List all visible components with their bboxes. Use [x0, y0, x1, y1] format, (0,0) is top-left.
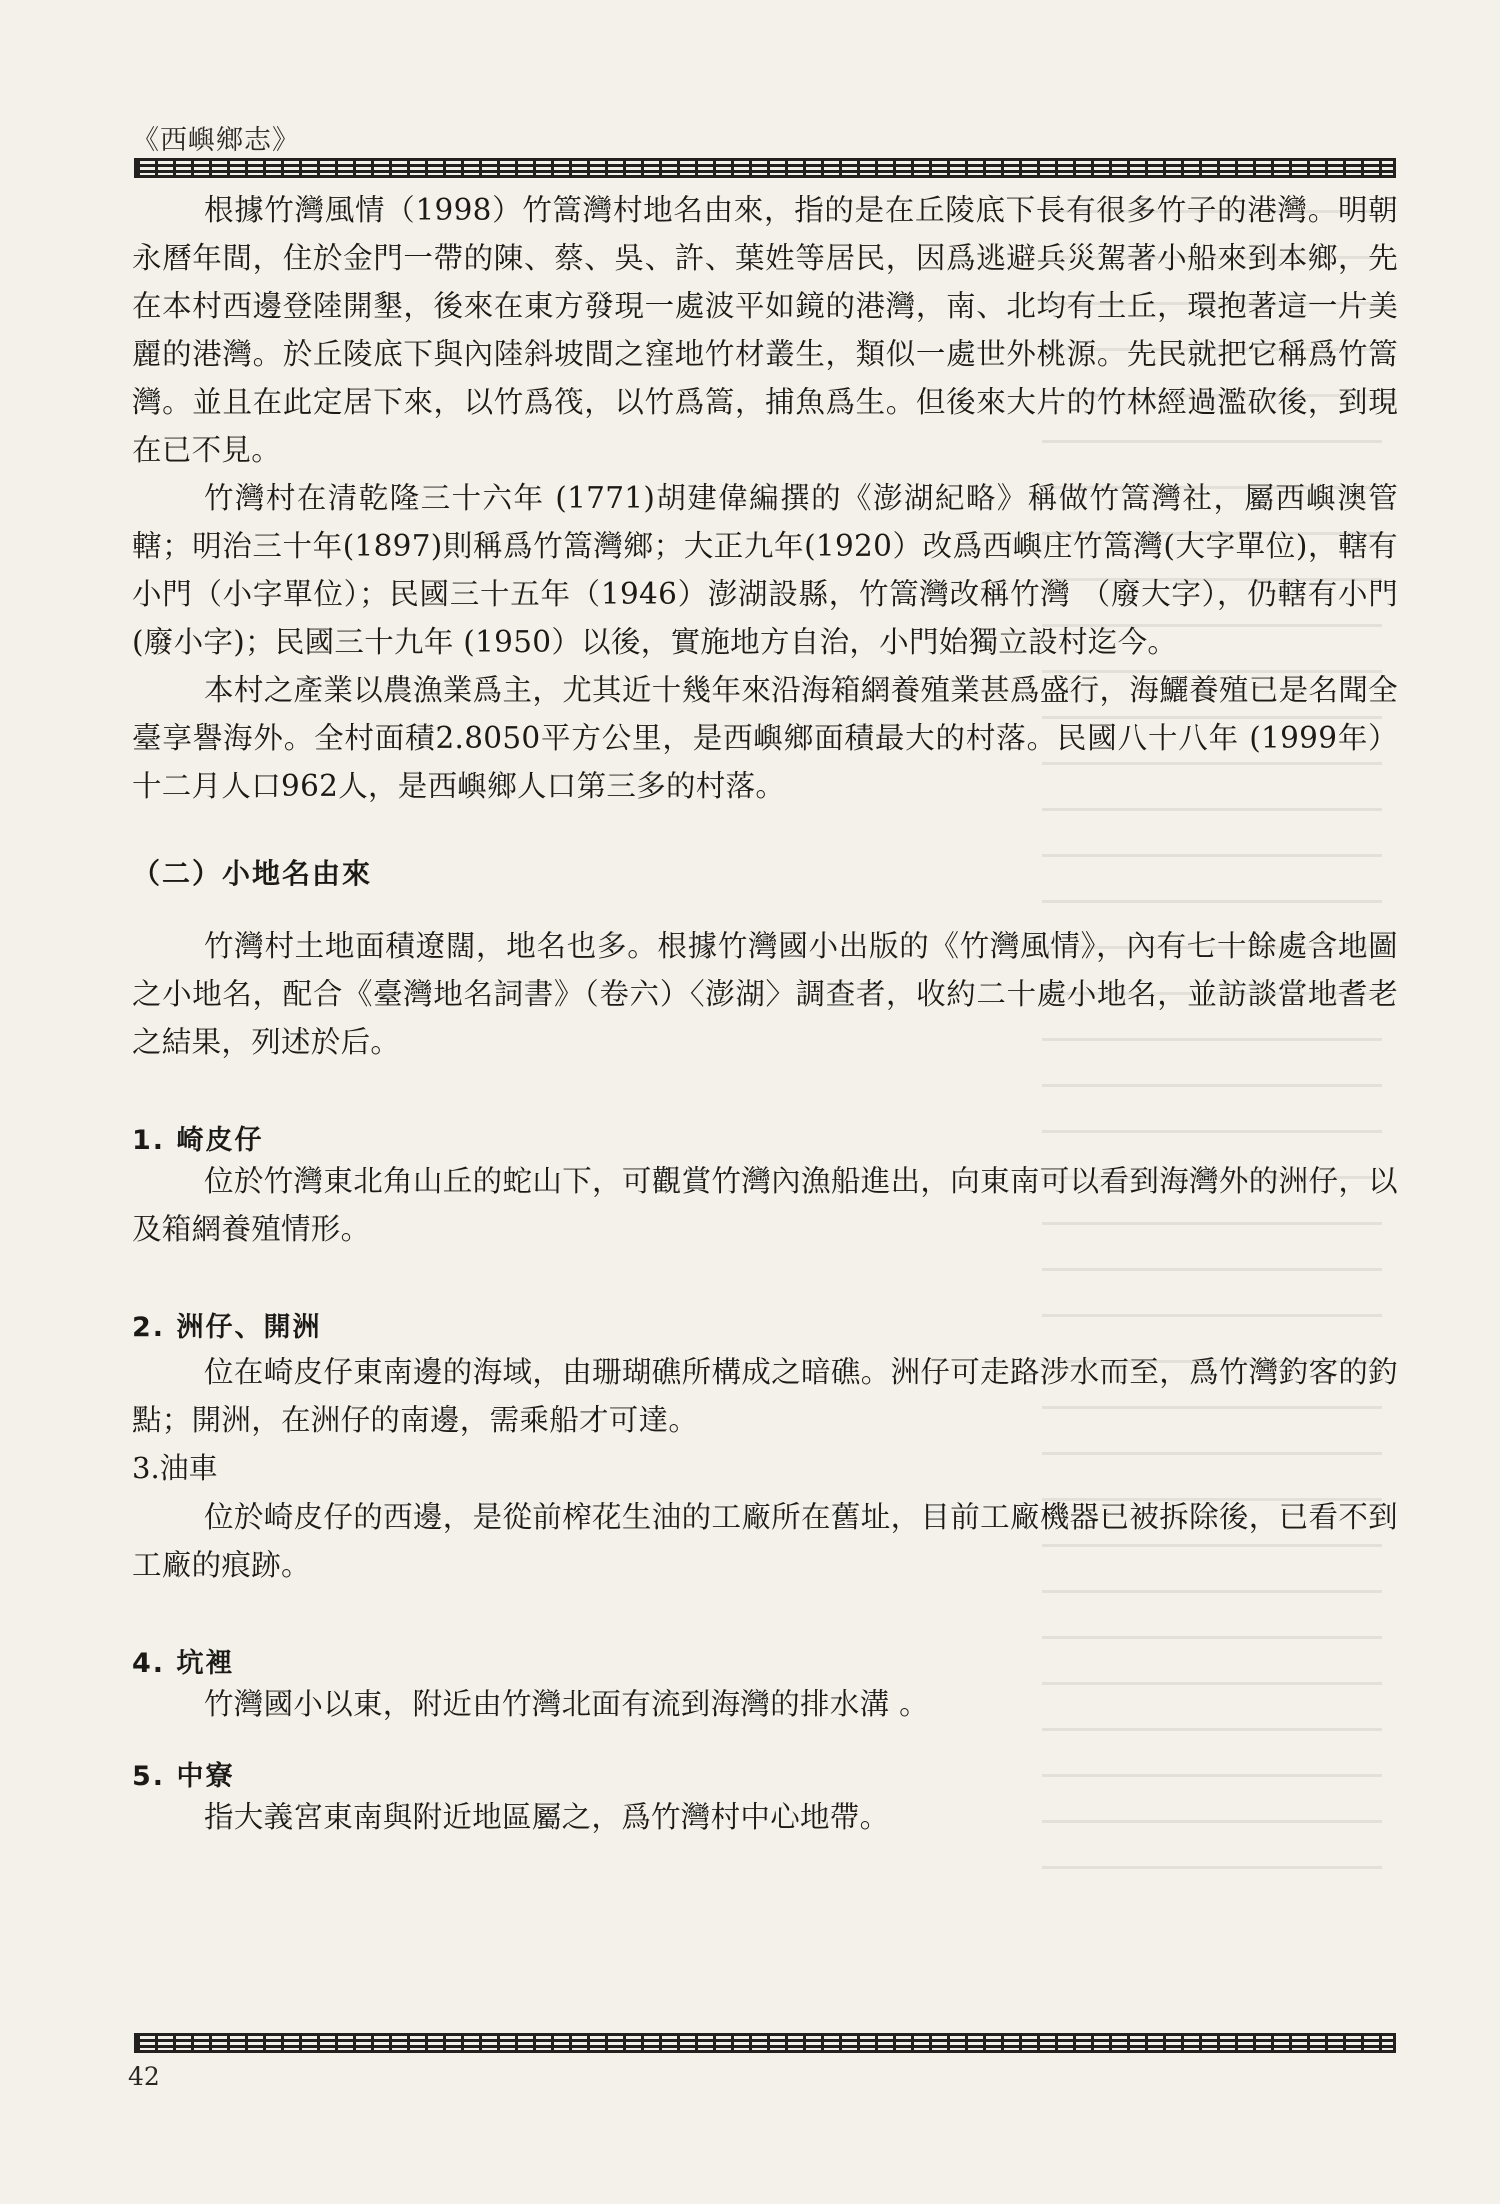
entry-heading-5: 5. 中寮 — [132, 1761, 235, 1792]
section-heading: （二）小地名由來 — [132, 857, 373, 890]
entry-text-5: 指大義宮東南與附近地區屬之，爲竹灣村中心地帶。 — [204, 1800, 890, 1834]
entry-heading-2: 2. 洲仔、開洲 — [132, 1312, 322, 1343]
entry-heading-3: 3.油車 — [132, 1451, 218, 1485]
paragraph-industry-population: 本村之產業以農漁業爲主，尤其近十幾年來沿海箱網養殖業甚爲盛行，海鱺養殖已是名聞全臺享譽海外。全村面積2.8050平方公里，是西嶼鄉面積最大的村落。民國八十八年 (1999年）十二月人口962人，是西嶼鄉人口第三多的村落。 — [132, 673, 1398, 803]
entry-text-1: 位於竹灣東北角山丘的蛇山下，可觀賞竹灣內漁船進出，向東南可以看到海灣外的洲仔，以及箱網養殖情形。 — [132, 1164, 1398, 1246]
running-title: 《西嶼鄉志》 — [132, 125, 300, 156]
page-body — [132, 186, 1398, 1841]
entry-heading-4: 4. 坑裡 — [132, 1648, 235, 1679]
entry-text-3: 位於崎皮仔的西邊，是從前榨花生油的工廠所在舊址，目前工廠機器已被拆除後，已看不到工廠的痕跡。 — [132, 1500, 1398, 1582]
paragraph-administrative-history: 竹灣村在清乾隆三十六年 (1771)胡建偉編撰的《澎湖紀略》稱做竹篙灣社，屬西嶼澳管轄；明治三十年(1897)則稱爲竹篙灣鄉；大正九年(1920）改爲西嶼庄竹篙灣(大字單位)，轄有小門（小字單位）；民國三十五年（1946）澎湖設縣，竹篙灣改稱竹灣 （廢大字），仍轄有小門 (廢小字)；民國三十九年 (1950）以後，實施地方自治，小門始獨立設村迄今。 — [132, 481, 1398, 659]
paragraph-village-name-origin: 根據竹灣風情（1998）竹篙灣村地名由來，指的是在丘陵底下長有很多竹子的港灣。明朝永曆年間，住於金門一帶的陳、蔡、吳、許、葉姓等居民，因爲逃避兵災駕著小船來到本鄉，先在本村西邊登陸開墾，後來在東方發現一處波平如鏡的港灣，南、北均有土丘，環抱著這一片美麗的港灣。於丘陵底下與內陸斜坡間之窪地竹材叢生，類似一處世外桃源。先民就把它稱爲竹篙灣。並且在此定居下來，以竹爲筏，以竹爲篙，捕魚爲生。但後來大片的竹林經過濫砍後，到現在已不見。 — [132, 193, 1398, 467]
entry-heading-1: 1. 崎皮仔 — [132, 1125, 264, 1156]
top-ornamental-border — [134, 158, 1396, 178]
entry-text-2: 位在崎皮仔東南邊的海域，由珊瑚礁所構成之暗礁。洲仔可走路涉水而至，爲竹灣釣客的釣點；開洲，在洲仔的南邊，需乘船才可達。 — [132, 1355, 1398, 1437]
entry-text-4: 竹灣國小以東，附近由竹灣北面有流到海灣的排水溝 。 — [204, 1687, 929, 1721]
page-number: 42 — [128, 2062, 160, 2091]
bottom-ornamental-border — [134, 2033, 1396, 2053]
paragraph-place-names-intro: 竹灣村土地面積遼闊，地名也多。根據竹灣國小出版的《竹灣風情》，內有七十餘處含地圖之小地名，配合《臺灣地名詞書》（卷六）〈澎湖〉調查者，收約二十處小地名，並訪談當地耆老之結果，列述於后。 — [132, 929, 1398, 1059]
